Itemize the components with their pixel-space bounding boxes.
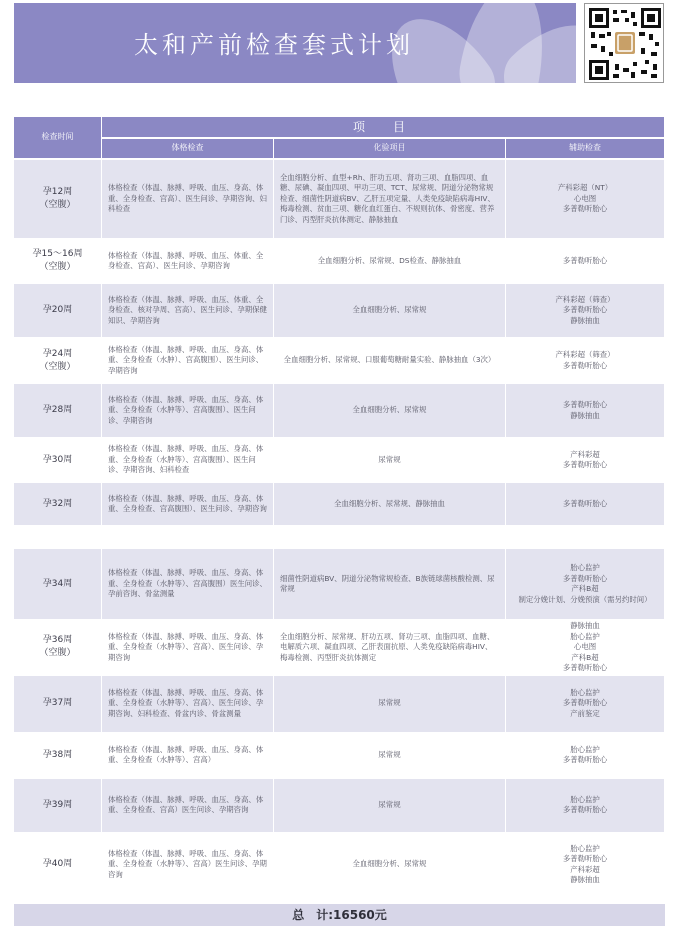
table-row xyxy=(14,621,665,676)
exam-week-cell xyxy=(14,483,102,527)
exam-week: 孕20周 xyxy=(42,305,73,315)
fasting-note: （空腹） xyxy=(39,648,76,659)
exam-week-cell xyxy=(14,621,102,676)
exam-week-cell xyxy=(14,284,102,339)
table-row xyxy=(14,284,665,339)
exam-week: 孕12周 xyxy=(42,187,73,197)
lab-tests-cell: 全血细胞分析、尿常规、静脉抽血 xyxy=(274,483,506,527)
exam-week-cell xyxy=(14,779,102,834)
auxiliary-exam-cell xyxy=(506,284,665,339)
lab-tests-cell: 全血细胞分析、尿常规 xyxy=(274,284,506,339)
auxiliary-exam-cell xyxy=(506,779,665,834)
auxiliary-exam-item: 产科彩超（NT） xyxy=(557,183,613,193)
physical-exam-cell: 体格检查（体温、脉搏、呼吸、血压、身高、体重、全身检查、宫高）医生问诊、孕期咨询 xyxy=(102,779,274,834)
auxiliary-exam-cell xyxy=(506,549,665,621)
section-gap xyxy=(14,527,665,549)
auxiliary-exam-item: 多普勒听胎心 xyxy=(562,573,608,583)
column-header-physical: 体格检查 xyxy=(102,139,274,160)
physical-exam-cell: 体格检查（体温、脉搏、呼吸、血压、身高、体重、全身检查（水肿等）、宫高腹围）、医生问诊、孕期咨询、妇科检查 xyxy=(102,439,274,483)
auxiliary-exam-item: 静脉抽血 xyxy=(570,621,600,630)
exam-week: 孕38周 xyxy=(42,749,73,760)
exam-plan-rows xyxy=(14,160,665,898)
exam-week-cell xyxy=(14,734,102,779)
physical-exam-cell: 体格检查（体温、脉搏、呼吸、血压、身高、体重、全身检查（水肿等）、宫高腹围）、医生问诊、孕期咨询 xyxy=(102,384,274,439)
table-row xyxy=(14,734,665,779)
page-title: 太和产前检查套式计划 xyxy=(134,31,414,59)
auxiliary-exam-item: 心电图 xyxy=(573,193,597,203)
title-banner xyxy=(14,3,576,83)
exam-week: 孕24周 xyxy=(42,348,73,359)
lab-tests-cell: 尿常规 xyxy=(274,734,506,779)
exam-week: 孕37周 xyxy=(42,698,73,708)
lab-tests-cell: 尿常规 xyxy=(274,439,506,483)
column-header-lab: 化验项目 xyxy=(274,139,506,160)
table-row xyxy=(14,549,665,621)
exam-week-cell xyxy=(14,549,102,621)
auxiliary-exam-cell xyxy=(506,339,665,384)
lab-tests-cell: 全血细胞分析、尿常规 xyxy=(274,834,506,898)
lab-tests-cell: 全血细胞分析、尿常规、肝功五项、肾功三项、血脂四项、血糖、电解质六项、凝血四项、乙肝表面抗原、人类免疫缺陷病毒HIV、梅毒检测、丙型肝炎抗体测定 xyxy=(274,621,506,676)
lab-tests-cell: 全血细胞分析、尿常规、口服葡萄糖耐量实验、静脉抽血（3次） xyxy=(274,339,506,384)
exam-week: 孕40周 xyxy=(42,859,73,869)
auxiliary-exam-item: 制定分娩计划、分娩预演（需另约时间） xyxy=(518,594,652,604)
table-row xyxy=(14,676,665,734)
auxiliary-exam-cell xyxy=(506,439,665,483)
physical-exam-cell: 体格检查（体温、脉搏、呼吸、血压、身高、体重、全身检查（水肿等）、宫高）、医生问诊、孕期咨询 xyxy=(102,621,274,676)
auxiliary-exam-item: 静脉抽血 xyxy=(570,875,600,884)
lab-tests-cell: 尿常规 xyxy=(274,779,506,834)
fasting-note: （空腹） xyxy=(39,361,76,372)
lab-tests-cell: 尿常规 xyxy=(274,676,506,734)
auxiliary-exam-item: 静脉抽血 xyxy=(570,315,600,325)
physical-exam-cell: 体格检查（体温、脉搏、呼吸、血压、身高、体重、全身检查（水肿等）、宫高腹围）医生问诊、孕前咨询、骨盆测量 xyxy=(102,549,274,621)
exam-week-cell xyxy=(14,240,102,284)
exam-week-cell xyxy=(14,339,102,384)
auxiliary-exam-item: 多普勒听胎心 xyxy=(562,755,608,764)
auxiliary-exam-item: 静脉抽血 xyxy=(570,410,600,420)
auxiliary-exam-item: 多普勒听胎心 xyxy=(562,255,608,265)
auxiliary-exam-item: 多普勒听胎心 xyxy=(562,854,608,863)
auxiliary-exam-item: 胎心监护 xyxy=(570,794,600,804)
total-cost: 总 计:16560元 xyxy=(14,904,665,926)
table-row xyxy=(14,834,665,898)
physical-exam-cell: 体格检查（体温、脉搏、呼吸、血压、身高、体重、全身检查、宫高）、医生问诊、孕期咨询、妇科检查 xyxy=(102,160,274,240)
table-row xyxy=(14,339,665,384)
fasting-note: （空腹） xyxy=(39,262,76,272)
exam-week-cell xyxy=(14,834,102,898)
auxiliary-exam-item: 多普勒听胎心 xyxy=(562,400,608,409)
auxiliary-exam-cell xyxy=(506,676,665,734)
physical-exam-cell: 体格检查（体温、脉搏、呼吸、血压、身高、体重、全身检查（水肿等）、宫高）、医生问诊、孕期咨询、妇科检查、骨盆内诊、骨盆测量 xyxy=(102,676,274,734)
auxiliary-exam-cell xyxy=(506,160,665,240)
physical-exam-cell: 体格检查（体温、脉搏、呼吸、血压、体重、全身检查、宫高）、医生问诊、孕期咨询 xyxy=(102,240,274,284)
physical-exam-cell: 体格检查（体温、脉搏、呼吸、血压、身高、体重、全身检查、宫高腹围）、医生问诊、孕期咨询 xyxy=(102,483,274,527)
auxiliary-exam-cell xyxy=(506,384,665,439)
exam-week-cell xyxy=(14,160,102,240)
table-row xyxy=(14,384,665,439)
auxiliary-exam-item: 产科彩超（筛查） xyxy=(555,350,615,359)
exam-week: 孕28周 xyxy=(42,405,73,415)
physical-exam-cell: 体格检查（体温、脉搏、呼吸、血压、身高、体重、全身检查（水肿等）、宫高）医生问诊、孕期咨询 xyxy=(102,834,274,898)
auxiliary-exam-cell xyxy=(506,834,665,898)
table-row xyxy=(14,160,665,240)
auxiliary-exam-item: 多普勒听胎心 xyxy=(562,805,608,814)
auxiliary-exam-item: 多普勒听胎心 xyxy=(562,698,608,708)
column-group-header: 项 目 xyxy=(102,117,665,139)
auxiliary-exam-item: 多普勒听胎心 xyxy=(562,460,608,469)
physical-exam-cell: 体格检查（体温、脉搏、呼吸、血压、体重、全身检查、核对孕周、宫高）、医生问诊、孕期保健知识、孕期咨询 xyxy=(102,284,274,339)
auxiliary-exam-item: 产前鉴定 xyxy=(570,708,600,718)
auxiliary-exam-item: 多普勒听胎心 xyxy=(562,663,608,672)
exam-plan-table xyxy=(14,117,665,898)
auxiliary-exam-item: 胎心监护 xyxy=(570,744,600,754)
auxiliary-exam-item: 产科彩超（筛查） xyxy=(555,294,615,304)
auxiliary-exam-cell xyxy=(506,734,665,779)
auxiliary-exam-item: 产科B超 xyxy=(571,584,599,593)
physical-exam-cell: 体格检查（体温、脉搏、呼吸、血压、身高、体重、全身检查（水肿等）、宫高） xyxy=(102,734,274,779)
auxiliary-exam-item: 胎心监护 xyxy=(570,687,600,697)
auxiliary-exam-item: 多普勒听胎心 xyxy=(562,498,608,508)
auxiliary-exam-item: 产科B超 xyxy=(571,652,599,662)
auxiliary-exam-item: 多普勒听胎心 xyxy=(562,360,608,370)
auxiliary-exam-cell xyxy=(506,483,665,527)
exam-week: 孕15～16周 xyxy=(32,249,83,259)
exam-week: 孕32周 xyxy=(42,498,73,509)
fasting-note: （空腹） xyxy=(39,200,76,210)
exam-week-cell xyxy=(14,439,102,483)
exam-week: 孕30周 xyxy=(42,454,73,465)
auxiliary-exam-item: 胎心监护 xyxy=(570,563,600,572)
exam-week: 孕36周 xyxy=(42,635,73,646)
exam-week: 孕34周 xyxy=(42,578,73,589)
qr-code-icon xyxy=(584,3,664,83)
auxiliary-exam-cell xyxy=(506,621,665,676)
auxiliary-exam-item: 产科彩超 xyxy=(570,864,600,874)
auxiliary-exam-item: 心电图 xyxy=(573,642,597,651)
lab-tests-cell: 全血细胞分析、血型+Rh、肝功五项、肾功三项、血脂四项、血糖、尿碘、凝血四项、甲功三项、TCT、尿常规、阴道分泌物常规检查、细菌性阴道病BV、乙肝五项定量、人类免疫缺陷病毒HIV、梅毒检测、贫血三项、糖化血红蛋白、不规则抗体、骨密度、营养门诊、丙型肝炎抗体测定、静脉抽血 xyxy=(274,160,506,240)
exam-week-cell xyxy=(14,676,102,734)
auxiliary-exam-item: 胎心监护 xyxy=(570,631,600,641)
physical-exam-cell: 体格检查（体温、脉搏、呼吸、血压、身高、体重、全身检查（水肿）、宫高腹围）、医生问诊、孕期咨询 xyxy=(102,339,274,384)
table-row xyxy=(14,439,665,483)
auxiliary-exam-item: 多普勒听胎心 xyxy=(562,204,608,214)
auxiliary-exam-item: 产科彩超 xyxy=(570,449,600,459)
table-row xyxy=(14,483,665,527)
column-header-time: 检查时间 xyxy=(14,117,102,160)
lab-tests-cell: 全血细胞分析、尿常规、DS检查、静脉抽血 xyxy=(274,240,506,284)
column-header-aux: 辅助检查 xyxy=(506,139,665,160)
auxiliary-exam-item: 多普勒听胎心 xyxy=(562,305,608,315)
exam-week-cell xyxy=(14,384,102,439)
lab-tests-cell: 细菌性阴道病BV、阴道分泌物常规检查、B族链球菌核酸检测、尿常规 xyxy=(274,549,506,621)
lab-tests-cell: 全血细胞分析、尿常规 xyxy=(274,384,506,439)
auxiliary-exam-cell xyxy=(506,240,665,284)
table-row xyxy=(14,240,665,284)
table-row xyxy=(14,779,665,834)
auxiliary-exam-item: 胎心监护 xyxy=(570,843,600,853)
qr-code-graphic xyxy=(589,8,661,80)
exam-week: 孕39周 xyxy=(42,799,73,810)
